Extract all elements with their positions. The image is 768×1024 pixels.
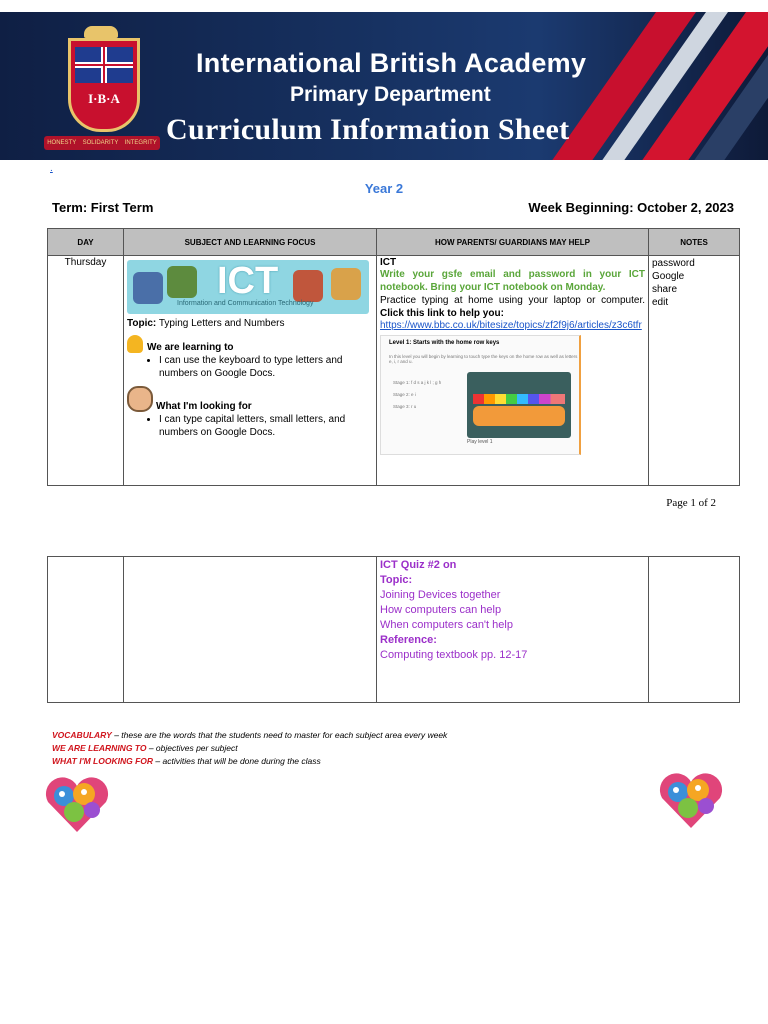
quiz-topic-item: When computers can't help [380,619,513,631]
motto-2: SOLIDARITY [82,140,119,146]
ict-banner-title: ICT [217,260,279,302]
department-name: Primary Department [290,83,491,106]
typing-game-screenshot [380,335,581,455]
union-flag-icon [75,47,133,83]
subject-cell [124,256,377,486]
top-link[interactable]: . [50,163,53,174]
quiz-reference: Computing textbook pp. 12-17 [380,649,528,661]
header-notes: NOTES [649,229,740,256]
header-banner [0,12,768,160]
note-item: share [652,284,678,295]
notes-cell [649,557,740,703]
week-beginning: Week Beginning: October 2, 2023 [528,200,734,215]
subject-cell [124,557,377,703]
legend-text: – these are the words that the students need to master for each subject area every week [111,730,448,740]
shot-stage: Stage 3: r u [393,404,417,409]
crest-letters: I·B·A [88,91,120,106]
looking-heading-row [127,386,373,412]
play-level-button[interactable]: Play level 1 [467,439,493,445]
help-instructions: Write your gsfe email and password in your ICT notebook. Bring your ICT notebook on Monday. [380,269,645,293]
student-figure-icon [133,272,163,304]
topic-line [127,318,373,329]
looking-heading: What I'm looking for [156,401,252,412]
list-item: • I can type capital letters, small letters, and numbers on Google Docs. [159,413,373,439]
shot-stage: Stage 1: f d s a j k l ; g h [393,380,442,385]
legend-looking [52,756,321,766]
colored-keys [473,394,565,404]
shot-stage: Stage 2: e i [393,392,416,397]
monsters-heart-icon [44,774,110,834]
motto-1: HONESTY [47,140,77,146]
crest-ribbon [44,136,160,150]
notes-cell [649,256,740,486]
hands-icon [473,406,565,426]
quiz-title: ICT Quiz #2 on [380,559,457,571]
list-item: • I can use the keyboard to type letters and numbers on Google Docs. [159,354,373,380]
legend-text: – objectives per subject [146,743,238,753]
curriculum-table [47,228,740,486]
school-name: International British Academy [196,48,587,78]
legend-key: WE ARE LEARNING TO [52,743,147,753]
lightbulb-icon [127,335,143,353]
table-row [48,557,740,703]
learning-heading: We are learning to [147,342,234,353]
header-subject: SUBJECT AND LEARNING FOCUS [124,229,377,256]
ict-banner-image [127,260,369,314]
header-parents-help: HOW PARENTS/ GUARDIANS MAY HELP [377,229,649,256]
sheet-title: Curriculum Information Sheet [166,113,570,146]
page-number: Page 1 of 2 [666,497,716,509]
school-crest-icon [68,38,140,132]
quiz-block [380,558,645,663]
topic-value: Typing Letters and Numbers [158,318,285,329]
help-practice-text: Practice typing at home using your laptop or computer. [380,295,645,306]
term-label: Term: First Term [52,200,154,215]
shot-title: Level 1: Starts with the home row keys [389,340,500,346]
crest-crown [84,26,118,38]
keyboard-image [467,372,571,438]
header-day: DAY [48,229,124,256]
motto-3: INTEGRITY [124,140,157,146]
computer-figure-icon [167,266,197,298]
note-item: Google [652,271,685,282]
help-link-prompt: Click this link to help you: [380,308,504,319]
learning-list [127,354,373,380]
bbc-bitesize-link[interactable]: https://www.bbc.co.uk/bitesize/topics/zf2f9j6/articles/z3c6tfr [380,320,642,331]
table-row [48,256,740,486]
legend-learning [52,743,238,753]
looking-list [127,413,373,439]
help-text [380,294,645,320]
teacher-face-icon [127,386,153,412]
quiz-topic-item: Joining Devices together [380,589,501,601]
quiz-topic-label: Topic: [380,574,413,586]
parents-help-cell [377,557,649,703]
monsters-heart-icon [658,770,724,830]
day-cell [48,557,124,703]
quiz-reference-label: Reference: [380,634,437,646]
help-title: ICT [380,257,397,268]
parents-help-cell [377,256,649,486]
note-item: password [652,258,695,269]
table-header-row [48,229,740,256]
curriculum-table-continued [47,556,740,703]
legend-key: VOCABULARY [52,730,112,740]
year-label: Year 2 [364,181,404,196]
student-figure-icon [293,270,323,302]
ict-banner-subtitle: Information and Communication Technology [177,300,314,307]
shot-description: In this level you will begin by learning to touch type the keys on the home row as well as letters e, i, r and u. [389,354,578,364]
topic-label: Topic: [127,318,157,329]
day-label: Thursday [64,257,107,268]
legend-text: – activities that will be done during the class [153,756,321,766]
quiz-topic-item: How computers can help [380,604,502,616]
legend-key: WHAT I'M LOOKING FOR [52,756,154,766]
student-figure-icon [331,268,361,300]
note-item: edit [652,297,669,308]
learning-heading-row [127,335,373,353]
legend-vocabulary [52,730,447,740]
day-cell [48,256,124,486]
